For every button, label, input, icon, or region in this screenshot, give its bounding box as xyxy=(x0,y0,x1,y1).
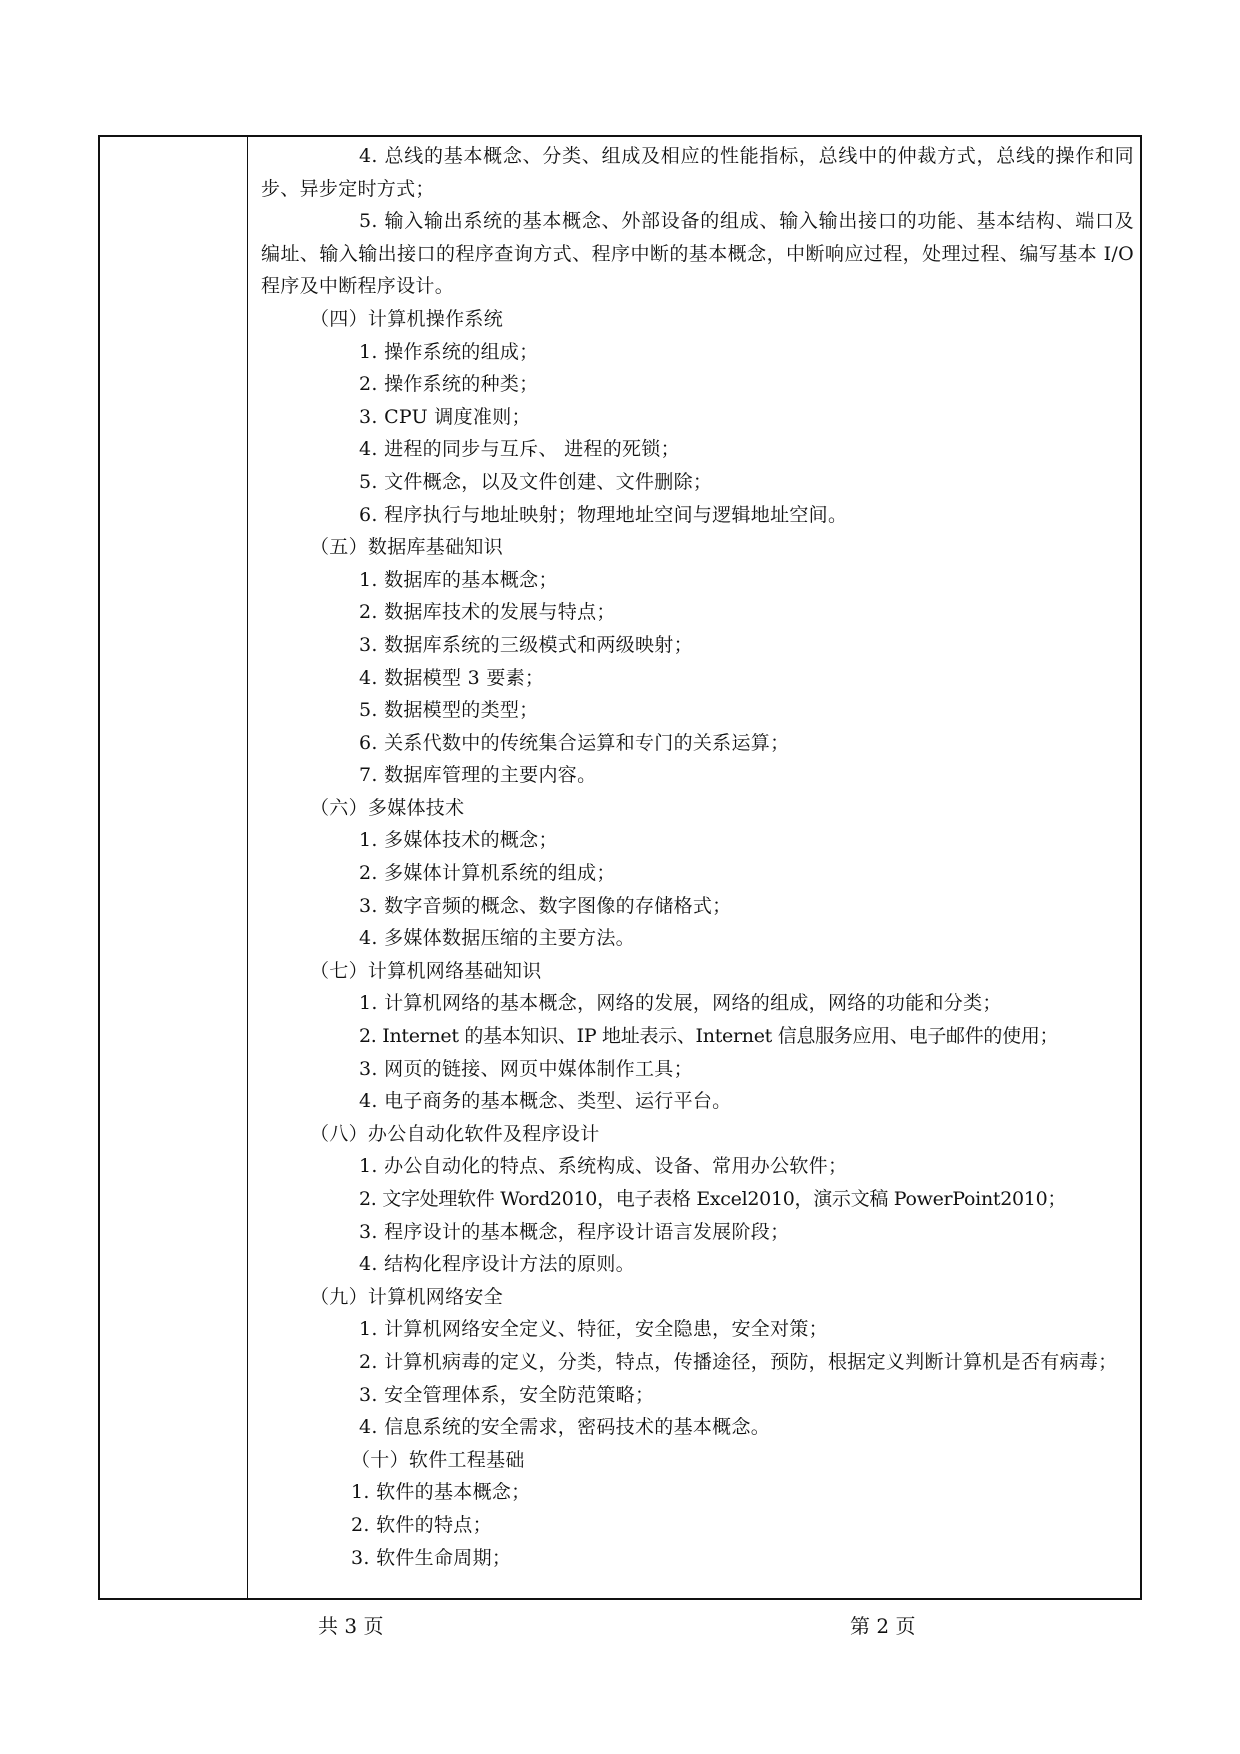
total-pages: 共 3 页 xyxy=(318,1614,384,1638)
list-item: 4. 多媒体数据压缩的主要方法。 xyxy=(359,927,635,950)
page-number: 第 2 页 xyxy=(850,1614,916,1638)
list-item: 1. 计算机网络安全定义、特征，安全隐患，安全对策； xyxy=(359,1318,828,1341)
section-title: （七）计算机网络基础知识 xyxy=(310,959,542,982)
list-item: 3. CPU 调度准则； xyxy=(359,405,531,428)
syllabus-content xyxy=(261,140,1134,1574)
list-item: 4. 结构化程序设计方法的原则。 xyxy=(359,1253,635,1276)
list-item: 2. Internet 的基本知识、IP 地址表示、Internet 信息服务应用、电子邮件的使用； xyxy=(359,1025,1059,1048)
list-item: 1. 软件的基本概念； xyxy=(351,1481,531,1504)
list-item: 6. 关系代数中的传统集合运算和专门的关系运算； xyxy=(359,731,790,754)
section-title: （四）计算机操作系统 xyxy=(310,307,504,330)
list-item: 3. 程序设计的基本概念，程序设计语言发展阶段； xyxy=(359,1220,790,1243)
section-title: （五）数据库基础知识 xyxy=(310,536,504,559)
paragraph-io-system: 5. 输入输出系统的基本概念、外部设备的组成、输入输出接口的功能、基本结构、端口及编址、输入输出接口的程序查询方式、程序中断的基本概念，中断响应过程，处理过程、编写基本 I/O 程序及中断程序设计。 xyxy=(261,210,1134,298)
list-item: 7. 数据库管理的主要内容。 xyxy=(359,764,597,787)
list-item: 3. 网页的链接、网页中媒体制作工具； xyxy=(359,1057,693,1080)
section-title: （十）软件工程基础 xyxy=(351,1448,525,1471)
list-item: 3. 数据库系统的三级模式和两级映射； xyxy=(359,633,693,656)
list-item: 2. 数据库技术的发展与特点； xyxy=(359,601,616,624)
list-item: 3. 软件生命周期； xyxy=(351,1546,512,1569)
list-item: 1. 操作系统的组成； xyxy=(359,340,539,363)
list-item: 1. 多媒体技术的概念； xyxy=(359,829,558,852)
list-item: 2. 多媒体计算机系统的组成； xyxy=(359,862,616,885)
paragraph-bus: 4. 总线的基本概念、分类、组成及相应的性能指标，总线中的仲裁方式，总线的操作和同步、异步定时方式； xyxy=(261,145,1134,200)
list-item: 1. 数据库的基本概念； xyxy=(359,568,558,591)
list-item: 2. 软件的特点； xyxy=(351,1513,492,1536)
table-column-divider xyxy=(247,137,248,1598)
list-item: 3. 安全管理体系，安全防范策略； xyxy=(359,1383,655,1406)
list-item: 2. 计算机病毒的定义，分类，特点，传播途径，预防，根据定义判断计算机是否有病毒； xyxy=(359,1350,1118,1373)
list-item: 4. 进程的同步与互斥、 进程的死锁； xyxy=(359,438,680,461)
section-title: （八）办公自动化软件及程序设计 xyxy=(310,1122,600,1145)
list-item: 6. 程序执行与地址映射；物理地址空间与逻辑地址空间。 xyxy=(359,503,848,526)
list-item: 1. 办公自动化的特点、系统构成、设备、常用办公软件； xyxy=(359,1155,848,1178)
section-title: （六）多媒体技术 xyxy=(310,796,465,819)
list-item: 4. 数据模型 3 要素； xyxy=(359,666,545,689)
list-item: 2. 操作系统的种类； xyxy=(359,373,539,396)
list-item: 2. 文字处理软件 Word2010，电子表格 Excel2010，演示文稿 PowerPoint2010； xyxy=(359,1188,1067,1210)
section-title: （九）计算机网络安全 xyxy=(310,1285,504,1308)
list-item: 3. 数字音频的概念、数字图像的存储格式； xyxy=(359,894,732,917)
list-item: 4. 信息系统的安全需求，密码技术的基本概念。 xyxy=(359,1416,771,1439)
list-item: 4. 电子商务的基本概念、类型、运行平台。 xyxy=(359,1090,732,1113)
syllabus-table xyxy=(98,135,1142,1600)
list-item: 5. 文件概念，以及文件创建、文件删除； xyxy=(359,470,713,493)
list-item: 5. 数据模型的类型； xyxy=(359,699,539,722)
list-item: 1. 计算机网络的基本概念，网络的发展，网络的组成，网络的功能和分类； xyxy=(359,992,1002,1015)
